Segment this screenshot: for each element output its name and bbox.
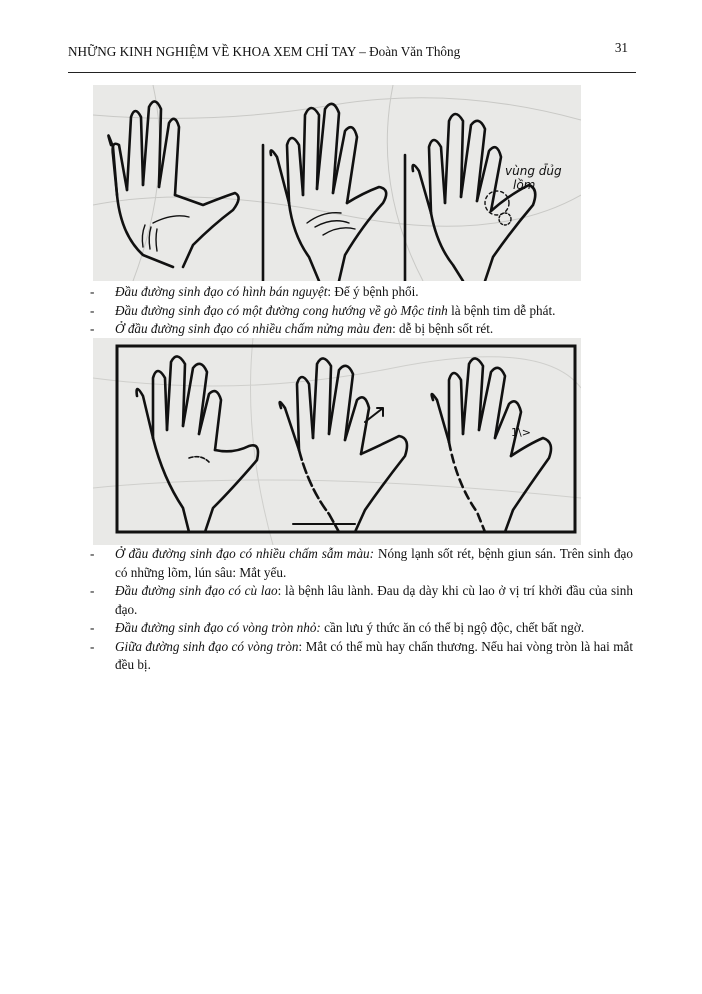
hand-illustration-bottom [93,338,581,545]
list-item: - Giữa đường sinh đạo có vòng tròn: Mắt có thể mù hay chấn thương. Nếu hai vòng tròn là hai mắt đều bị. [88,638,633,675]
hand-drawings-set-1 [93,85,581,281]
hand-2 [271,104,387,281]
hand-drawings-set-2 [93,338,581,545]
list-item: - Ở đầu đường sinh đạo có nhiều chấm sẫm màu: Nóng lạnh sốt rét, bệnh giun sán. Trên sinh đạo có những lõm, lún sâu: Mắt yếu. [88,545,633,582]
annotation-label-1: vùng d̄ủg [505,164,562,178]
mark-label: 1\> [511,426,531,439]
list-item: - Đầu đường sinh đạo có hình bán nguyệt: Để ý bệnh phổi. [88,283,633,302]
list-item: - Đầu đường sinh đạo có cù lao: là bệnh lâu lành. Đau dạ dày khi cù lao ở vị trí khởi đầu của sinh đạo. [88,582,633,619]
list-item: - Ở đầu đường sinh đạo có nhiều chấm nửng màu đen: dễ bị bệnh sốt rét. [88,320,633,339]
hand-5 [280,358,407,532]
page-header [68,38,636,73]
note-list-2 [88,545,633,675]
annotation-label-2: lồm [513,178,536,192]
circle-mark-1 [485,191,509,215]
hand-1 [108,101,238,267]
hand-1-lines [142,216,189,251]
hand-4 [137,356,258,532]
hand-illustration-top [93,85,581,281]
header-title: NHỮNG KINH NGHIỆM VỀ KHOA XEM CHỈ TAY – Đoàn Văn Thông [68,44,461,59]
note-list-1 [88,283,633,339]
page-number: 31 [614,40,628,55]
hand-6 [432,358,551,532]
list-item: - Đầu đường sinh đạo có một đường cong hướng về gò Mộc tinh là bệnh tim dễ phát. [88,302,633,321]
hand-3 [413,114,536,281]
list-item: - Đầu đường sinh đạo có vòng tròn nhỏ: cần lưu ý thức ăn có thể bị ngộ độc, chết bất ngờ. [88,619,633,638]
